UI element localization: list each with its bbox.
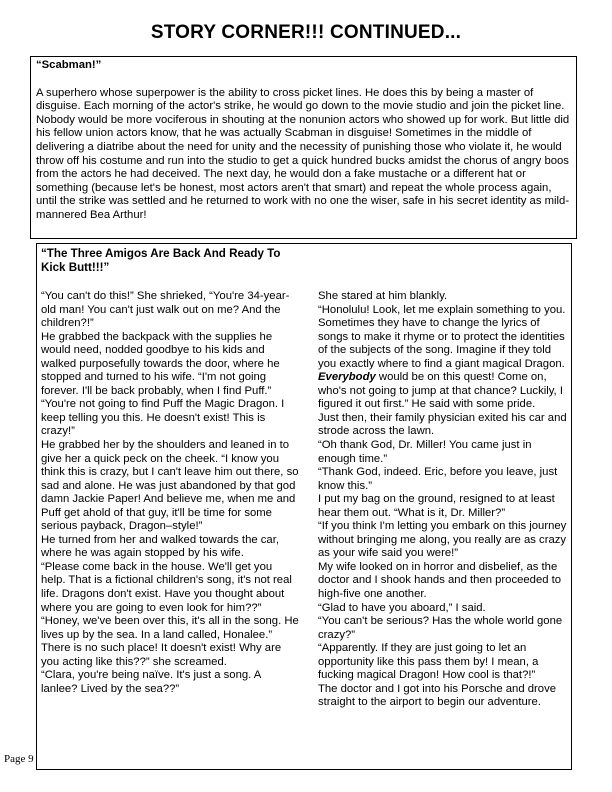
story-paragraph: “Apparently. If they are just going to let an opportunity like this pass them by! I mean, a fucking magical Dragon! How cool is that?!” <box>318 642 539 682</box>
story-text: would be on this quest! Come on, who's not going to jump at that chance? Luckily, I figured it out first.” He said with some pride. <box>318 371 563 411</box>
story-paragraph: He turned from her and walked towards the car, where he was again stopped by his wife. <box>41 533 279 560</box>
story-paragraph: I put my bag on the ground, resigned to at least hear them out. “What is it, Dr. Miller?” <box>318 493 555 519</box>
scabman-story-box <box>30 56 577 239</box>
story-paragraph: “Glad to have you aboard,” I said. <box>318 601 486 614</box>
story-paragraph: “Thank God, indeed. Eric, before you leave, just know this.” <box>318 466 558 492</box>
story-paragraph: Just then, their family physician exited his car and strode across the lawn. <box>318 411 567 438</box>
story-paragraph: “If you think I'm letting you embark on this journey without bringing me along, you really are as crazy as your wife said you were!” <box>318 520 567 560</box>
story-paragraph: “You can't do this!” She shrieked, “You're 34-year-old man! You can't just walk out on me? And the children?!” <box>41 290 290 330</box>
story-paragraph: “You can't be serious? Has the whole world gone crazy?” <box>318 615 563 641</box>
story-paragraph: “Oh thank God, Dr. Miller! You came just in enough time.” <box>318 439 532 465</box>
story-paragraph: “You're not going to find Puff the Magic Dragon. I keep telling you this. He doesn't exist! This is crazy!” <box>41 398 285 438</box>
page-number: Page 9 <box>4 753 34 765</box>
story-paragraph: My wife looked on in horror and disbelief, as the doctor and I shook hands and then proceeded to high-five one another. <box>318 560 562 601</box>
three-amigos-story-box <box>36 243 572 770</box>
story-right-column <box>318 290 568 710</box>
story-left-column <box>41 247 299 696</box>
story-paragraph: There is no such place! It doesn't exist! Why are you acting like this??” she screamed. <box>41 642 282 668</box>
story-paragraph: “Clara, you're being naïve. It's just a song. A lanlee? Lived by the sea??” <box>41 669 261 695</box>
emphasis-word: Everybody <box>318 371 376 384</box>
scabman-story-title: “Scabman!” <box>36 59 102 71</box>
story-paragraph: “Please come back in the house. We'll get you help. That is a fictional children's song, it's not real life. Dragons don't exist. Have you thought about where you are going to even look for him??” <box>41 560 292 614</box>
story-paragraph: He grabbed the backpack with the supplies he would need, nodded goodbye to his kids and walked purposefully towards the door, where he stopped and turned to his wife. “I'm not going forever. I'll be back probably, when I find Puff.” <box>41 330 280 397</box>
story-text: “Honolulu! Look, let me explain something to you. Sometimes they have to change the lyrics of songs to make it rhyme or to protect the identities of the subjects of the song. Imagine if they told you exactly where to find a giant magical Dragon. <box>318 303 566 370</box>
scabman-story-body: A superhero whose superpower is the ability to cross picket lines. He does this by being a master of disguise. Each morning of the actor's strike, he would go down to the movie studio and join the picket line. Nobody would be more vociferous in shouting at the nonunion actors who showed up for work. But little did his fellow union actors know, that he was actually Scabman in disguise! Sometimes in the middle of delivering a diatribe about the need for unity and the necessity of punishing those who violate it, he would throw off his costume and run into the studio to get a quick hundred bucks amidst the chorus of angry boos from the actors he had deceived. The next day, he would don a fake mustache or a different hat or something (because let's be honest, most actors aren't that smart) and repeat the whole process again, until the strike was settled and he returned to work with no one the wiser, safe in his secret identity as mild-mannered Bea Arthur! <box>36 86 570 221</box>
story-paragraph: The doctor and I got into his Porsche and drove straight to the airport to begin our adventure. <box>318 682 557 709</box>
story-paragraph: She stared at him blankly. <box>318 290 448 302</box>
story-paragraph: He grabbed her by the shoulders and leaned in to give her a quick peck on the cheek. “I know you think this is crazy, but I can't leave him out there, so sad and alone. He was just abandoned by that god damn Jackie Paper! And believe me, when me and Puff get ahold of that guy, it'll be time for some serious payback, Dragon–style!” <box>41 439 299 533</box>
story-paragraph: “Honey, we've been over this, it's all in the song. He lives up by the sea. In a land called, Honalee.” <box>41 615 299 641</box>
three-amigos-story-title: “The Three Amigos Are Back And Ready To Kick Butt!!!” <box>41 247 281 274</box>
page-title: STORY CORNER!!! CONTINUED... <box>150 22 462 43</box>
story-paragraph-with-emphasis <box>318 304 568 412</box>
